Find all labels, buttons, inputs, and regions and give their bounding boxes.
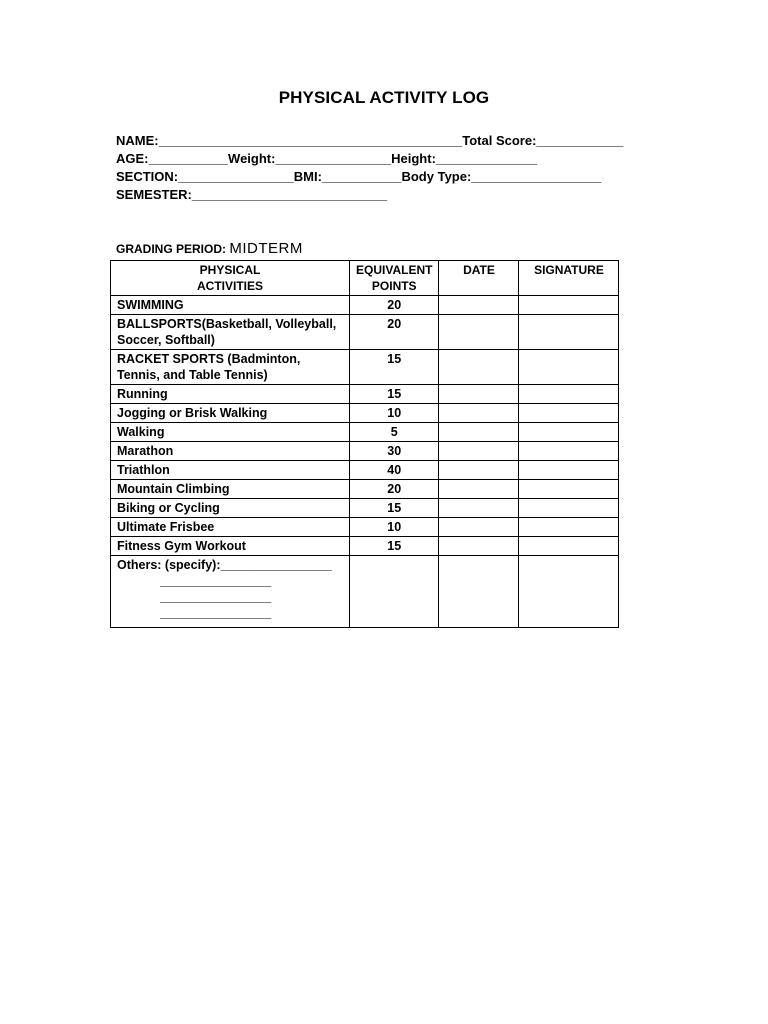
signature-cell	[519, 480, 619, 499]
date-cell	[439, 518, 519, 537]
activity-cell: Marathon	[111, 442, 350, 461]
header-physical-activities: PHYSICAL ACTIVITIES	[111, 261, 350, 296]
grading-period-value: MIDTERM	[229, 240, 303, 257]
date-cell	[439, 537, 519, 556]
table-row	[111, 296, 619, 315]
name-score-field: NAME:__________________________________________Total Score:____________	[116, 133, 624, 148]
points-cell: 20	[350, 296, 439, 315]
activity-cell: BALLSPORTS(Basketball, Volleyball, Soccer, Softball)	[111, 315, 350, 350]
points-cell: 10	[350, 404, 439, 423]
activity-cell: Fitness Gym Workout	[111, 537, 350, 556]
header-date: DATE	[439, 261, 519, 296]
signature-cell	[519, 499, 619, 518]
signature-cell	[519, 296, 619, 315]
points-cell: 15	[350, 537, 439, 556]
activity-cell: Walking	[111, 423, 350, 442]
date-cell	[439, 423, 519, 442]
activity-cell: Triathlon	[111, 461, 350, 480]
activity-cell: Jogging or Brisk Walking	[111, 404, 350, 423]
points-cell	[350, 556, 439, 628]
age-weight-height-field: AGE:___________Weight:________________Height:______________	[116, 151, 538, 166]
signature-cell	[519, 518, 619, 537]
table-row	[111, 404, 619, 423]
points-cell: 20	[350, 315, 439, 350]
date-cell	[439, 350, 519, 385]
grading-period	[116, 240, 303, 257]
points-cell: 15	[350, 350, 439, 385]
points-cell: 20	[350, 480, 439, 499]
points-cell: 40	[350, 461, 439, 480]
signature-cell	[519, 385, 619, 404]
semester-field: SEMESTER:___________________________	[116, 187, 388, 202]
points-cell: 5	[350, 423, 439, 442]
activity-cell: SWIMMING	[111, 296, 350, 315]
table-row	[111, 350, 619, 385]
date-cell	[439, 404, 519, 423]
date-cell	[439, 480, 519, 499]
signature-cell	[519, 461, 619, 480]
table-row	[111, 461, 619, 480]
points-cell: 15	[350, 385, 439, 404]
table-row	[111, 385, 619, 404]
table-row	[111, 423, 619, 442]
table-row	[111, 442, 619, 461]
signature-cell	[519, 537, 619, 556]
page-title: PHYSICAL ACTIVITY LOG	[278, 88, 490, 107]
others-row	[111, 556, 619, 628]
date-cell	[439, 296, 519, 315]
table-row	[111, 518, 619, 537]
signature-cell	[519, 404, 619, 423]
signature-cell	[519, 350, 619, 385]
date-cell	[439, 315, 519, 350]
header-equivalent-points: EQUIVALENT POINTS	[350, 261, 439, 296]
others-blank-line: ________________	[160, 590, 272, 604]
table-row	[111, 480, 619, 499]
activity-cell: Mountain Climbing	[111, 480, 350, 499]
points-cell: 30	[350, 442, 439, 461]
points-cell: 10	[350, 518, 439, 537]
table-row	[111, 537, 619, 556]
activity-log-table	[110, 260, 619, 628]
activity-cell: RACKET SPORTS (Badminton, Tennis, and Table Tennis)	[111, 350, 350, 385]
grading-period-label: GRADING PERIOD:	[116, 242, 230, 256]
signature-cell	[519, 423, 619, 442]
signature-cell	[519, 556, 619, 628]
date-cell	[439, 461, 519, 480]
activity-cell: Biking or Cycling	[111, 499, 350, 518]
date-cell	[439, 556, 519, 628]
signature-cell	[519, 442, 619, 461]
date-cell	[439, 499, 519, 518]
date-cell	[439, 385, 519, 404]
others-cell	[111, 556, 350, 628]
others-blank-line: ________________	[160, 574, 272, 588]
others-label: Others: (specify):________________	[117, 558, 332, 572]
table-row	[111, 499, 619, 518]
table-row	[111, 315, 619, 350]
section-bmi-bodytype-field: SECTION:________________BMI:___________Body Type:__________________	[116, 169, 602, 184]
activity-cell: Ultimate Frisbee	[111, 518, 350, 537]
header-signature: SIGNATURE	[519, 261, 619, 296]
student-info-fields	[116, 132, 623, 204]
activity-cell: Running	[111, 385, 350, 404]
points-cell: 15	[350, 499, 439, 518]
date-cell	[439, 442, 519, 461]
table-header-row	[111, 261, 619, 296]
others-blank-line: ________________	[160, 606, 272, 620]
signature-cell	[519, 315, 619, 350]
